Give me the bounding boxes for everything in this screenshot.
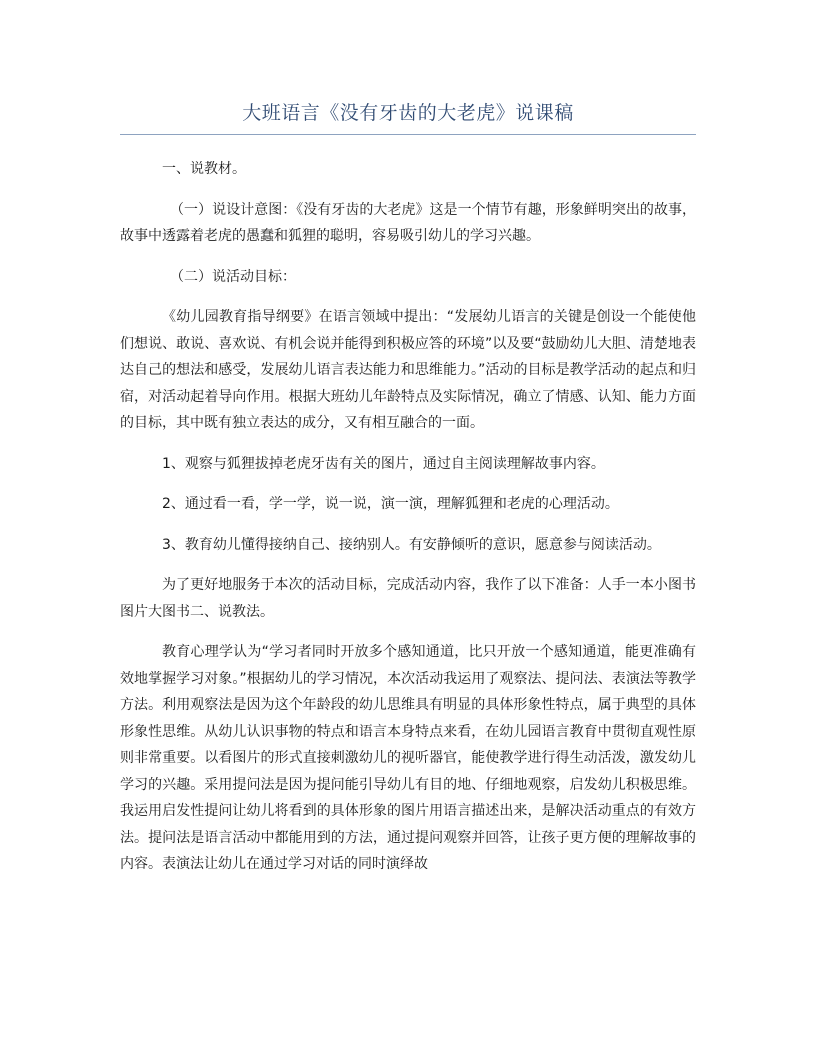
document-title: 大班语言《没有牙齿的大老虎》说课稿	[242, 102, 574, 124]
goal-item-1: 1、观察与狐狸拔掉老虎牙齿有关的图片，通过自主阅读理解故事内容。	[162, 455, 605, 472]
paragraph-design-intent: （一）说设计意图：《没有牙齿的大老虎》这是一个情节有趣，形象鲜明突出的故事，故事中透露着老虎的愚蠢和狐狸的聪明，容易吸引幼儿的学习兴趣。	[120, 201, 696, 244]
document-body	[120, 156, 696, 892]
title-underline	[120, 134, 696, 135]
section-heading-materials: 一、说教材。	[162, 161, 246, 177]
paragraph-guideline: 《幼儿园教育指导纲要》在语言领域中提出：“发展幼儿语言的关键是创设一个能使他们想说、敢说、喜欢说、有机会说并能得到积极应答的环境”以及要“鼓励幼儿大胆、清楚地表达自己的想法和感受，发展幼儿语言表达能力和思维能力。”活动的目标是教学活动的起点和归宿，对活动起着导向作用。根据大班幼儿年龄特点及实际情况，确立了情感、认知、能力方面的目标，其中既有独立表达的成分，又有相互融合的一面。	[120, 309, 696, 431]
paragraph-preparation: 为了更好地服务于本次的活动目标，完成活动内容，我作了以下准备：人手一本小图书图片大图书二、说教法。	[120, 577, 696, 620]
subheading-activity-goals: （二）说活动目标：	[170, 268, 296, 285]
goal-item-3: 3、教育幼儿懂得接纳自己、接纳别人。有安静倾听的意识，愿意参与阅读活动。	[162, 536, 661, 553]
paragraph-teaching-methods: 教育心理学认为“学习者同时开放多个感知通道，比只开放一个感知通道，能更准确有效地掌握学习对象。”根据幼儿的学习情况，本次活动我运用了观察法、提问法、表演法等教学方法。利用观察法是因为这个年龄段的幼儿思维具有明显的具体形象性特点，属于典型的具体形象性思维。从幼儿认识事物的特点和语言本身特点来看，在幼儿园语言教育中贯彻直观性原则非常重要。以看图片的形式直接刺激幼儿的视听器官，能使教学进行得生动活泼，激发幼儿学习的兴趣。采用提问法是因为提问能引导幼儿有目的地、仔细地观察，启发幼儿积极思维。我运用启发性提问让幼儿将看到的具体形象的图片用语言描述出来，是解决活动重点的有效方法。提问法是语言活动中都能用到的方法，通过提问观察并回答，让孩子更方便的理解故事的内容。表演法让幼儿在通过学习对话的同时演绎故	[120, 644, 696, 872]
goal-item-2: 2、通过看一看，学一学，说一说，演一演，理解狐狸和老虎的心理活动。	[162, 496, 619, 512]
